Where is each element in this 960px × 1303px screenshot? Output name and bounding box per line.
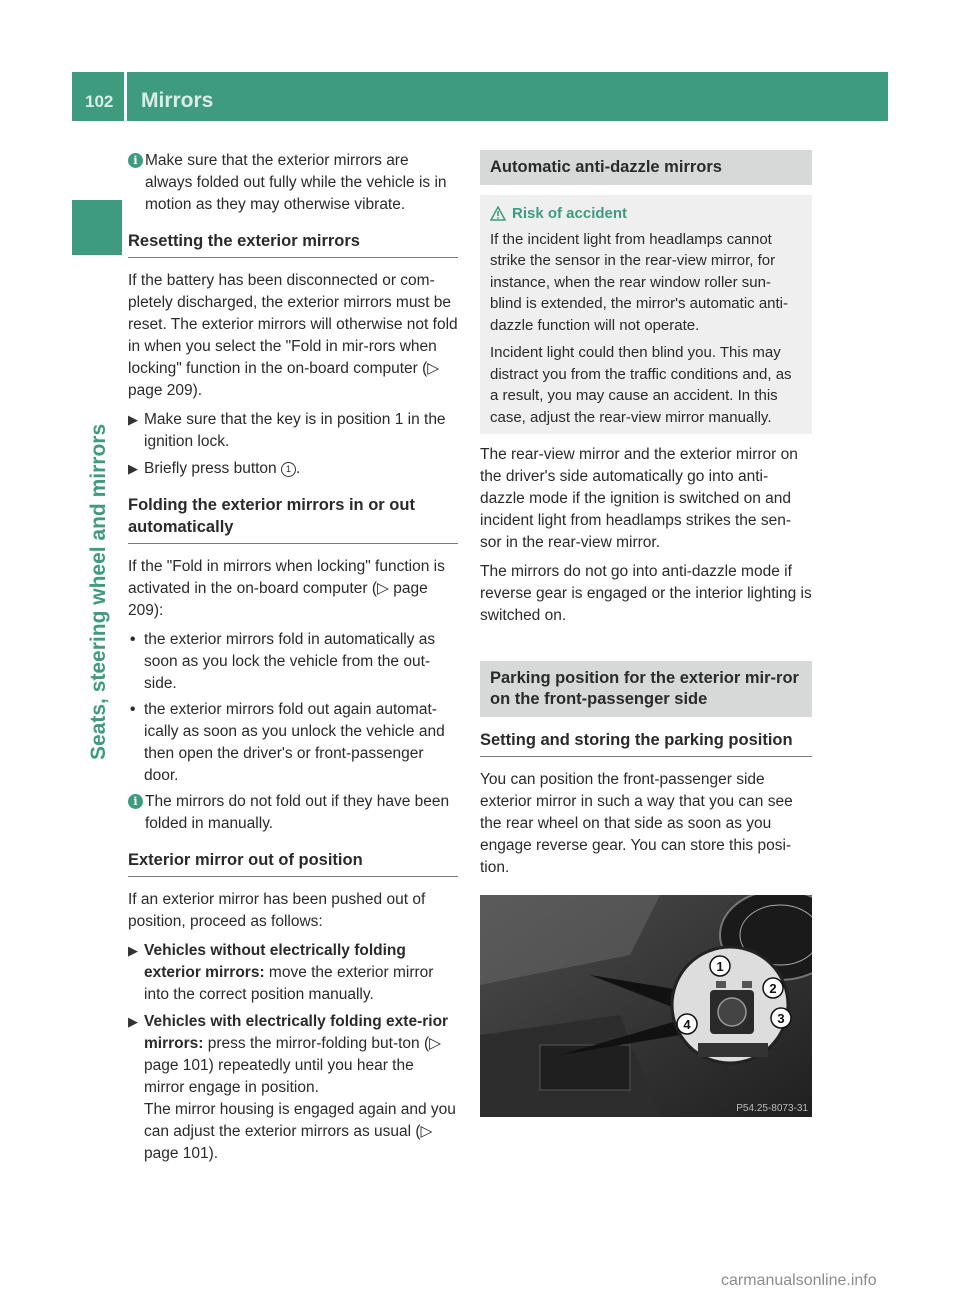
arrow-icon: ▶: [128, 1014, 138, 1029]
watermark: carmanualsonline.info: [721, 1272, 877, 1289]
paragraph: The rear-view mirror and the exterior mirror on the driver's side automatically go into anti-dazzle mode if the ignition is switched on and incident light from headlamps strikes the sen-sor in the rear-view mirror.: [480, 446, 798, 551]
callout-4: 4: [683, 1017, 691, 1032]
door-panel-illustration: [480, 895, 812, 1117]
heading-parking-position: Parking position for the exterior mir-ror on the front-passenger side: [480, 661, 812, 717]
info-icon: i: [128, 153, 143, 168]
door-control-photo: [480, 895, 812, 1117]
arrow-icon: ▶: [128, 461, 138, 476]
photo-code: P54.25-8073-31: [736, 1103, 808, 1114]
heading-folding: Folding the exterior mirrors in or out automatically: [128, 494, 458, 544]
paragraph: If the "Fold in mirrors when locking" function is activated in the on-board computer (▷ page 209):: [128, 558, 445, 619]
callout-2: 2: [769, 981, 777, 996]
chapter-tab: [72, 200, 122, 255]
button-callout: 1: [281, 462, 296, 477]
heading-out-of-position: Exterior mirror out of position: [128, 849, 458, 877]
info-icon: i: [128, 794, 143, 809]
heading-anti-dazzle: Automatic anti-dazzle mirrors: [480, 150, 812, 185]
bullet-icon: •: [130, 701, 136, 718]
section-title: Mirrors: [141, 89, 214, 112]
heading-resetting: Resetting the exterior mirrors: [128, 230, 458, 258]
header-separator: [124, 72, 127, 121]
instruction-step: ▶ Vehicles with electrically folding exte-rior mirrors: press the mirror-folding but-ton (▷ page 101) repeatedly until you hear the mirror engage in position. The mirror housing is engaged again and you can adjust the exterior mirrors as usual (▷ page 101).: [128, 1013, 456, 1162]
warning-text: Incident light could then blind you. This may distract you from the traffic conditions and, as a result, you may cause an accident. In this case, adjust the rear-view mirror manually.: [490, 344, 792, 426]
warning-triangle-icon: [490, 206, 506, 221]
warning-text: If the incident light from headlamps cannot strike the sensor in the rear-view mirror, for instance, when the rear window roller sun-blind is extended, the mirror's automatic anti-dazzle function will not operate.: [490, 230, 789, 334]
right-column: [480, 150, 812, 1117]
bullet-icon: •: [130, 631, 136, 648]
callout-3: 3: [777, 1011, 785, 1026]
warning-box: [480, 195, 812, 434]
paragraph: The mirrors do not go into anti-dazzle mode if reverse gear is engaged or the interior lighting is switched on.: [480, 563, 812, 624]
callout-1: 1: [716, 959, 724, 974]
info-note: i The mirrors do not fold out if they have been folded in manually.: [128, 791, 458, 835]
left-column: [128, 150, 458, 1170]
paragraph: If an exterior mirror has been pushed out of position, proceed as follows:: [128, 891, 426, 930]
bullet-item: • the exterior mirrors fold in automatically as soon as you lock the vehicle from the out-side.: [130, 631, 436, 692]
page-number: 102: [85, 92, 114, 111]
chapter-title: Seats, steering wheel and mirrors: [87, 423, 110, 760]
heading-setting-storing: Setting and storing the parking position: [480, 729, 812, 757]
instruction-step: ▶ Vehicles without electrically folding exterior mirrors: move the exterior mirror into the correct position manually.: [128, 942, 434, 1003]
paragraph: You can position the front-passenger side exterior mirror in such a way that you can see the rear wheel on that side as soon as you engage reverse gear. You can store this posi-tion.: [480, 771, 793, 876]
paragraph: If the battery has been disconnected or com-pletely discharged, the exterior mirrors must be reset. The exterior mirrors will otherwise not fold in when you select the "Fold in mir-rors when locking" function in the on-board computer (▷ page 209).: [128, 272, 458, 399]
instruction-step: ▶ Make sure that the key is in position 1 in the ignition lock.: [128, 411, 446, 450]
arrow-icon: ▶: [128, 412, 138, 427]
info-note: i Make sure that the exterior mirrors are always folded out fully while the vehicle is in motion as they may otherwise vibrate.: [128, 150, 458, 216]
instruction-step: ▶ Briefly press button 1 .: [128, 458, 458, 480]
bullet-item: • the exterior mirrors fold out again automat-ically as soon as you unlock the vehicle and then open the driver's or front-passenger door.: [130, 701, 445, 784]
warning-title: Risk of accident: [490, 203, 802, 225]
arrow-icon: ▶: [128, 943, 138, 958]
